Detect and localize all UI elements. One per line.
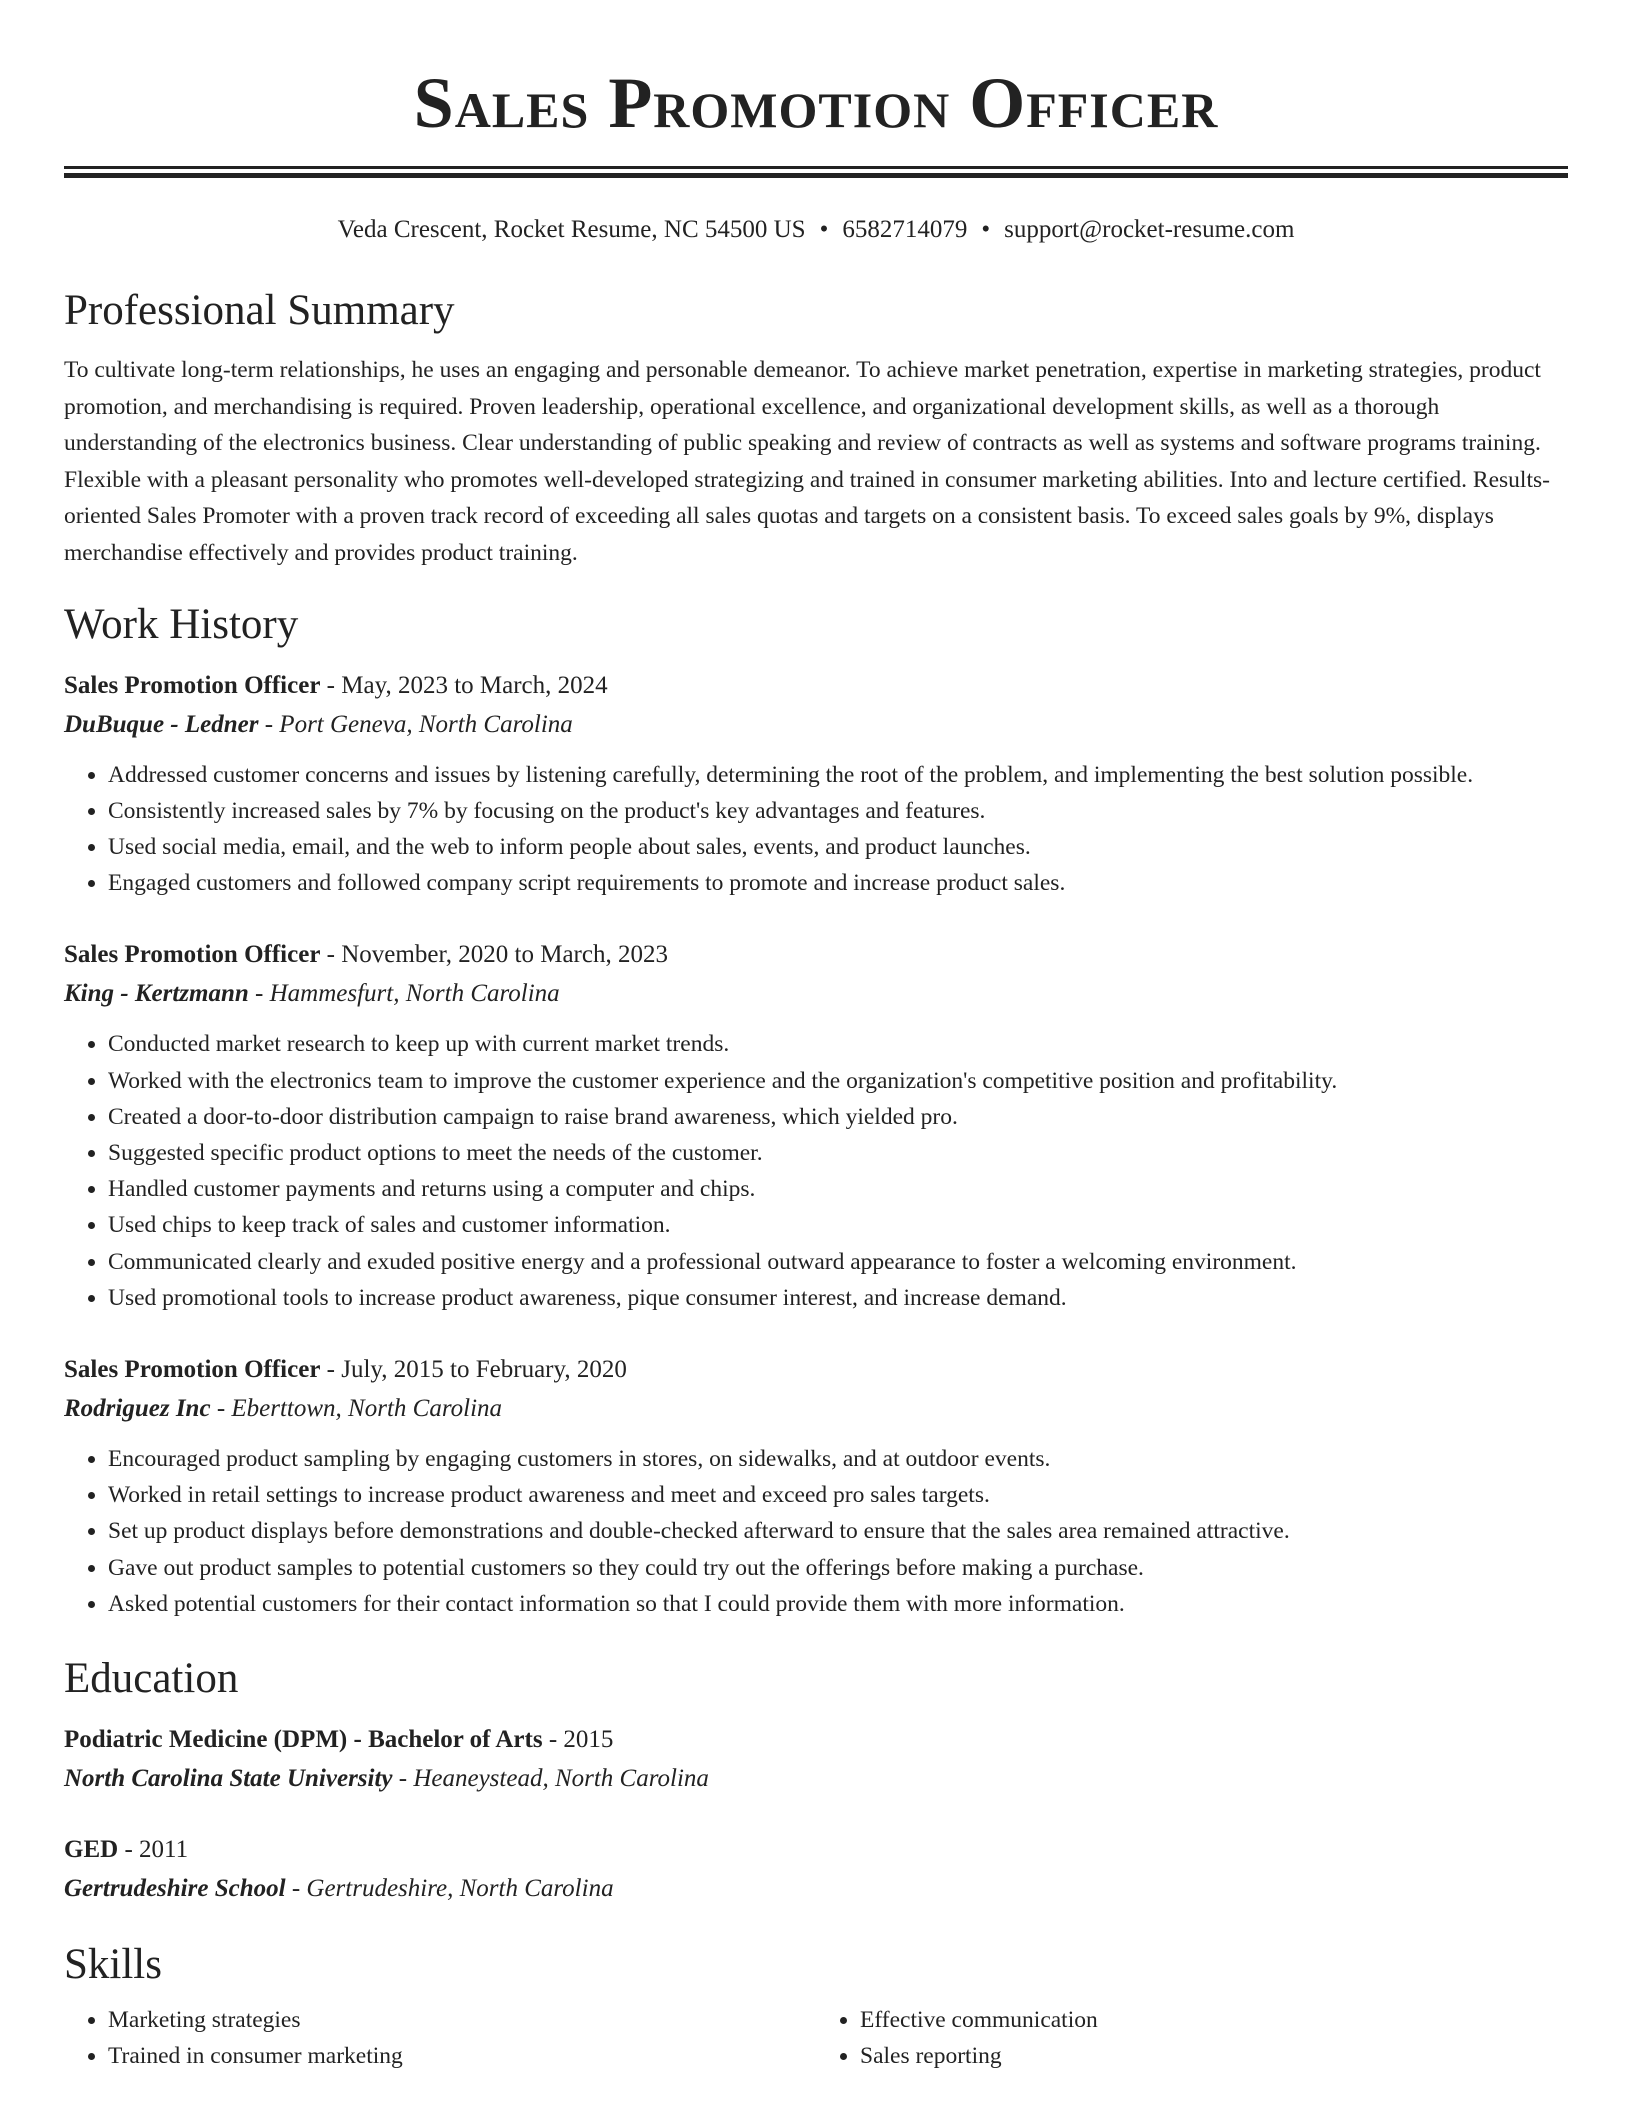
job-bullet: • Used chips to keep track of sales and customer information. <box>108 1207 1568 1243</box>
education-entry <box>64 1720 1568 1798</box>
job-title-line <box>64 666 1568 705</box>
job-company: DuBuque - Ledner <box>64 710 259 738</box>
job-bullet: • Worked in retail settings to increase product awareness and meet and exceed pro sales targets. <box>108 1477 1568 1513</box>
work-history-heading: Work History <box>64 600 299 648</box>
job-company-line <box>64 705 1568 744</box>
job-title-line <box>64 935 1568 974</box>
job-entry <box>64 1350 1568 1622</box>
education-location: - Heaneystead, North Carolina <box>392 1765 709 1793</box>
job-position: Sales Promotion Officer <box>64 941 321 969</box>
education-year: - 2015 <box>542 1726 614 1754</box>
education-year: - 2011 <box>118 1836 189 1864</box>
job-bullet: • Worked with the electronics team to improve the customer experience and the organization's competitive position and profitability. <box>108 1063 1568 1099</box>
summary-text: To cultivate long-term relationships, he uses an engaging and personable demeanor. To achieve market penetration, expertise in marketing strategies, product promotion, and merchandising is required. Proven leadership, operational excellence, and organizational development skills, as well as a thorough understanding of the electronics business. Clear understanding of public speaking and review of contracts as well as systems and software programs training. Flexible with a pleasant personality who promotes well-developed strategizing and trained in consumer marketing abilities. Into and lecture certified. Results-oriented Sales Promoter with a proven track record of exceeding all sales quotas and targets on a consistent basis. To exceed sales goals by 9%, displays merchandise effectively and provides product training. <box>64 357 1550 566</box>
job-bullet: • Engaged customers and followed company script requirements to promote and increase product sales. <box>108 865 1568 901</box>
job-company: Rodriguez Inc <box>64 1395 211 1422</box>
job-bullet: • Created a door-to-door distribution campaign to raise brand awareness, which yielded pro. <box>108 1099 1568 1135</box>
job-bullet: • Used promotional tools to increase product awareness, pique consumer interest, and increase demand. <box>108 1280 1568 1316</box>
job-entry <box>64 666 1568 902</box>
job-company-line <box>64 1389 1568 1428</box>
job-dates: - July, 2015 to February, 2020 <box>320 1356 627 1383</box>
header-rule-thin <box>64 166 1568 169</box>
education-entry <box>64 1830 1568 1908</box>
job-bullets <box>64 757 1568 902</box>
education-location: - Gertrudeshire, North Carolina <box>285 1875 614 1903</box>
job-bullet: • Used social media, email, and the web to inform people about sales, events, and product launches. <box>108 829 1568 865</box>
job-bullet: • Communicated clearly and exuded positive energy and a professional outward appearance to foster a welcoming environment. <box>108 1244 1568 1280</box>
skill-item: • Sales reporting <box>860 2038 1568 2074</box>
skills-column-right <box>816 2002 1568 2074</box>
education-degree-line <box>64 1830 1568 1869</box>
contact-separator: • <box>819 216 829 243</box>
education-school-line <box>64 1869 1568 1908</box>
contact-phone: 6582714079 <box>842 216 968 243</box>
education-degree: Podiatric Medicine (DPM) - Bachelor of Arts <box>64 1726 543 1754</box>
resume-name: Sales Promotion Officer <box>413 63 1219 143</box>
job-location: - Eberttown, North Carolina <box>210 1395 503 1422</box>
education-heading: Education <box>64 1655 239 1703</box>
job-bullet: • Suggested specific product options to meet the needs of the customer. <box>108 1135 1568 1171</box>
job-bullets <box>64 1441 1568 1622</box>
education-degree-line <box>64 1720 1568 1759</box>
job-company-line <box>64 974 1568 1013</box>
job-bullets <box>64 1026 1568 1316</box>
job-position: Sales Promotion Officer <box>64 671 321 699</box>
education-degree: GED <box>64 1836 119 1864</box>
skills-column-left <box>64 2002 816 2074</box>
skill-item: • Marketing strategies <box>108 2002 816 2038</box>
header-rule-thick <box>64 173 1568 178</box>
job-location: - Hammesfurt, North Carolina <box>248 980 560 1008</box>
skills-list <box>64 2002 1568 2074</box>
job-company: King - Kertzmann <box>64 980 249 1008</box>
contact-email: support@rocket-resume.com <box>1004 216 1295 243</box>
education-school: Gertrudeshire School <box>64 1875 286 1903</box>
job-bullet: • Encouraged product sampling by engaging customers in stores, on sidewalks, and at outdoor events. <box>108 1441 1568 1477</box>
job-bullet: • Handled customer payments and returns using a computer and chips. <box>108 1171 1568 1207</box>
job-location: - Port Geneva, North Carolina <box>258 710 573 738</box>
job-bullet: • Conducted market research to keep up with current market trends. <box>108 1026 1568 1062</box>
job-position: Sales Promotion Officer <box>64 1356 321 1383</box>
skills-heading: Skills <box>64 1941 162 1989</box>
job-bullet: • Consistently increased sales by 7% by focusing on the product's key advantages and features. <box>108 793 1568 829</box>
contact-line <box>64 214 1568 246</box>
job-bullet: • Gave out product samples to potential customers so they could try out the offerings before making a purchase. <box>108 1550 1568 1586</box>
education-school-line <box>64 1759 1568 1798</box>
job-dates: - November, 2020 to March, 2023 <box>320 941 668 969</box>
skill-item: • Trained in consumer marketing <box>108 2038 816 2074</box>
contact-separator: • <box>981 216 991 243</box>
job-dates: - May, 2023 to March, 2024 <box>320 671 608 699</box>
job-entry <box>64 935 1568 1316</box>
job-bullet: • Addressed customer concerns and issues by listening carefully, determining the root of the problem, and implementing the best solution possible. <box>108 757 1568 793</box>
job-bullet: • Asked potential customers for their contact information so that I could provide them with more information. <box>108 1586 1568 1622</box>
job-title-line <box>64 1350 1568 1389</box>
skill-item: • Effective communication <box>860 2002 1568 2038</box>
education-school: North Carolina State University <box>64 1765 393 1793</box>
job-bullet: • Set up product displays before demonstrations and double-checked afterward to ensure that the sales area remained attractive. <box>108 1513 1568 1549</box>
contact-address: Veda Crescent, Rocket Resume, NC 54500 US <box>337 216 806 243</box>
summary-heading: Professional Summary <box>64 287 455 334</box>
